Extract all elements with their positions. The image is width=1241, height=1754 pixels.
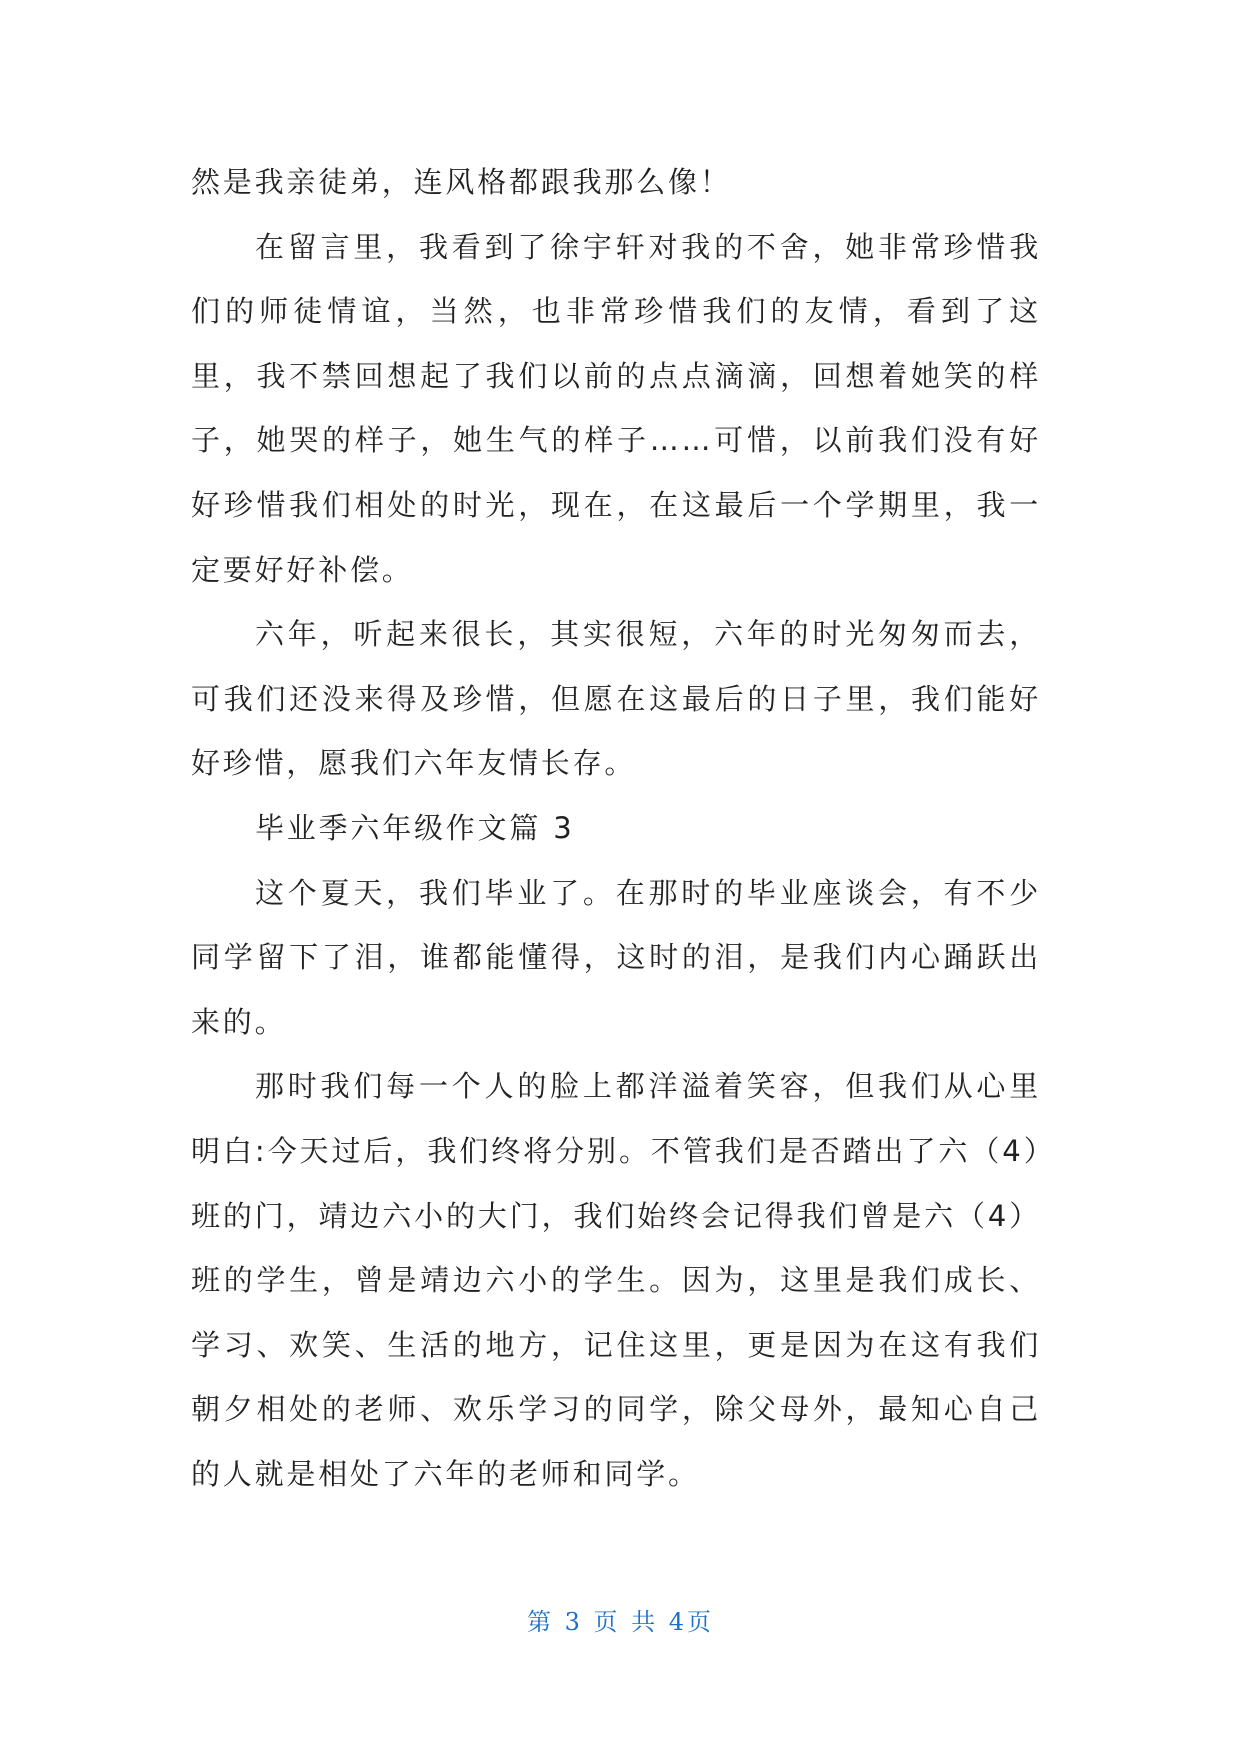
- paragraph-continuation: 然是我亲徒弟，连风格都跟我那么像！: [191, 165, 732, 199]
- paragraph-farewell-message: 在留言里，我看到了徐宇轩对我的不舍，她非常珍惜我们的师徒情谊，当然，也非常珍惜我们的友情，看到了这里，我不禁回想起了我们以前的点点滴滴，回想着她笑的样子，她哭的样子，她生气的样子……可惜，以前我们没有好好珍惜我们相处的时光，现在，在这最后一个学期里，我一定要好好补偿。: [191, 229, 1041, 587]
- paragraph-six-years: 六年，听起来很长，其实很短，六年的时光匆匆而去，可我们还没来得及珍惜，但愿在这最后的日子里，我们能好好珍惜，愿我们六年友情长存。: [191, 617, 1041, 781]
- essay-heading: 毕业季六年级作文篇 3: [255, 810, 575, 845]
- page-number-label: 第 3 页 共 4页: [526, 1608, 715, 1636]
- document-body: [191, 150, 1041, 1506]
- paragraph-graduation-summer: 这个夏天，我们毕业了。在那时的毕业座谈会，有不少同学留下了泪，谁都能懂得，这时的泪，是我们内心踊跃出来的。: [191, 875, 1041, 1039]
- page-footer: [0, 1606, 1241, 1638]
- paragraph-smiles-and-memories: 那时我们每一个人的脸上都洋溢着笑容，但我们从心里明白:今天过后，我们终将分别。不管我们是否踏出了六（4）班的门，靖边六小的大门，我们始终会记得我们曾是六（4）班的学生，曾是靖边六小的学生。因为，这里是我们成长、学习、欢笑、生活的地方，记住这里，更是因为在这有我们朝夕相处的老师、欢乐学习的同学，除父母外，最知心自己的人就是相处了六年的老师和同学。: [191, 1069, 1041, 1491]
